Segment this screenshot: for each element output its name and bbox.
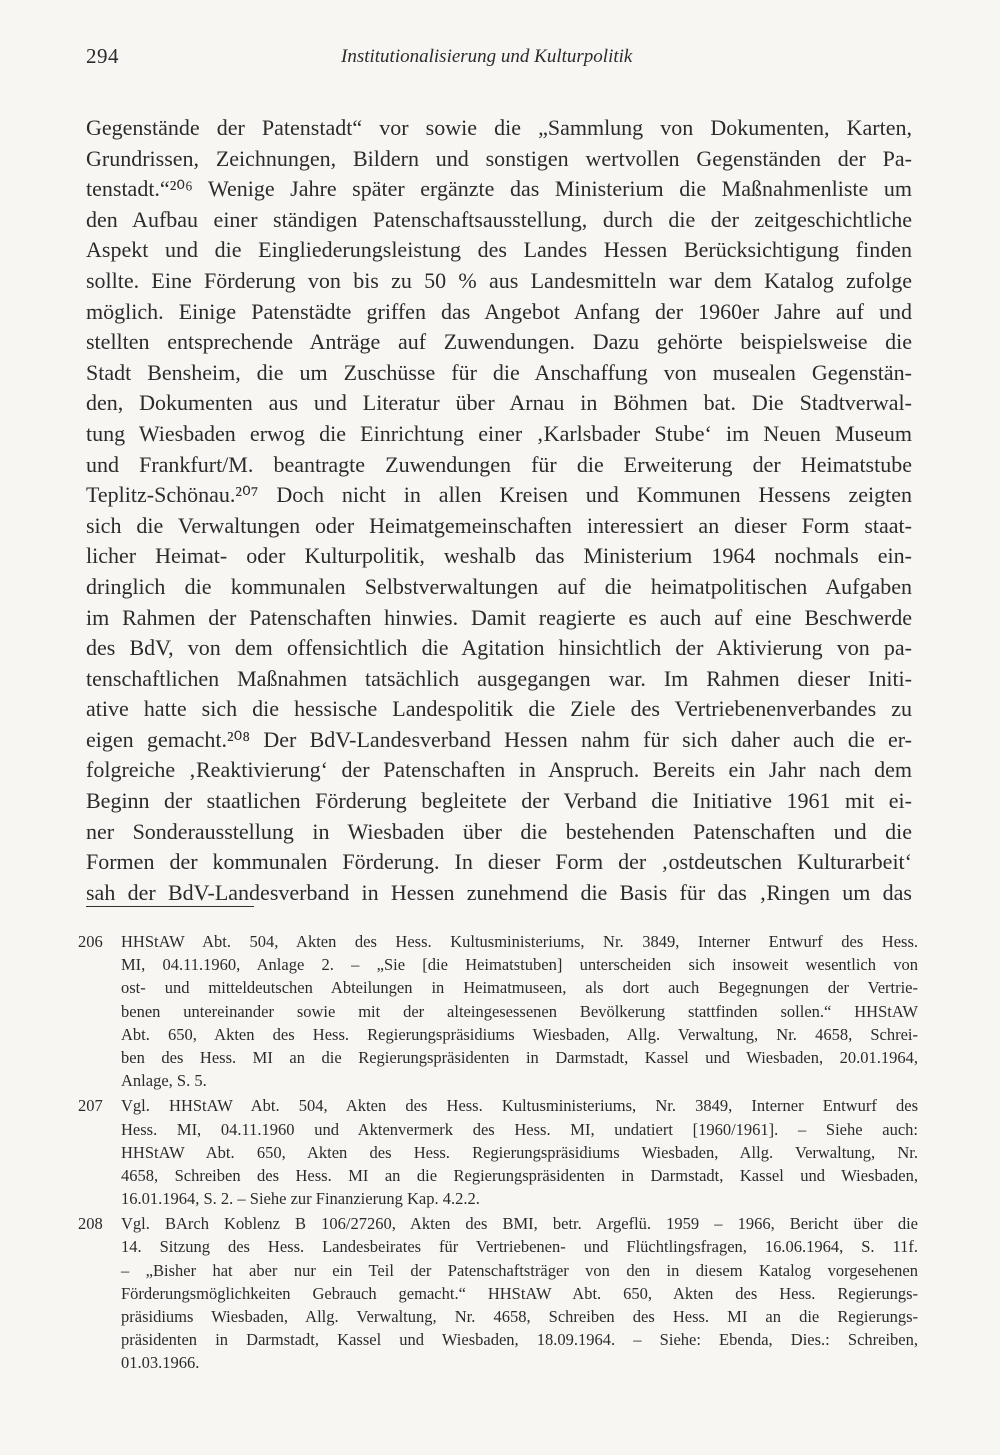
footnote-line: präsidenten in Darmstadt, Kassel und Wiesbaden, 18.09.1964. – Siehe: Ebenda, Dies.: Schreiben, [121,1330,918,1350]
text-line: Grundrissen, Zeichnungen, Bildern und sonstigen wertvollen Gegenständen der Pa- [86,145,912,171]
footnote-line: Hess. MI, 04.11.1960 und Aktenvermerk des Hess. MI, undatiert [1960/1961]. – Siehe auch: [121,1119,918,1139]
footnote-body [121,1094,918,1210]
footnote [78,1094,928,1210]
text-line: sich die Verwaltungen oder Heimatgemeinschaften interessiert an dieser Form staat- [86,512,912,538]
footnote-line: Abt. 650, Akten des Hess. Regierungspräsidiums Wiesbaden, Allg. Verwaltung, Nr. 4658, Schrei- [121,1024,918,1044]
main-text [86,113,912,908]
footnote-line: 01.03.1966. [121,1353,200,1373]
text-line: und Frankfurt/M. beantragte Zuwendungen für die Erweiterung der Heimatstube [86,451,912,477]
footnote-separator [86,906,254,907]
footnote-line: 16.01.1964, S. 2. – Siehe zur Finanzierung Kap. 4.2.2. [121,1189,480,1209]
footnote-number: 207 [78,1096,103,1116]
footnote-number: 208 [78,1214,103,1234]
text-line: eigen gemacht.²⁰⁸ Der BdV-Landesverband Hessen nahm für sich daher auch die er- [86,726,912,752]
footnote-number: 206 [78,932,103,951]
text-line: stellten entsprechende Anträge auf Zuwendungen. Dazu gehörte beispielsweise die [86,329,912,355]
footnote-line: ost- und mitteldeutschen Abteilungen in Heimatmuseen, als dort auch Begegnungen der Vertrie- [121,978,918,998]
text-line: ner Sonderausstellung in Wiesbaden über die bestehenden Patenschaften und die [86,818,912,844]
text-line: ative hatte sich die hessische Landespolitik die Ziele des Vertriebenenverbandes zu [86,696,912,722]
text-line: dringlich die kommunalen Selbstverwaltungen auf die heimatpolitischen Aufgaben [86,573,912,599]
page-header [86,44,916,74]
text-line: Beginn der staatlichen Förderung begleitete der Verband die Initiative 1961 mit ei- [86,788,912,814]
running-title: Institutionalisierung und Kulturpolitik [341,46,633,67]
text-line: sollte. Eine Förderung von bis zu 50 % aus Landesmitteln war dem Katalog zufolge [86,267,912,293]
footnote-line: 4658, Schreiben des Hess. MI an die Regierungspräsidenten in Darmstadt, Kassel und Wiesbaden, [121,1165,918,1185]
footnote-line: MI, 04.11.1960, Anlage 2. – „Sie [die Heimatstuben] unterscheiden sich insoweit wesentlich von [121,955,918,975]
footnote-body [121,1212,918,1374]
footnote [78,930,928,1092]
footnote-line: Förderungsmöglichkeiten Gebrauch gemacht.“ HHStAW Abt. 650, Akten des Hess. Regierungs- [121,1283,918,1303]
footnote-line: benen untereinander sowie mit der alteingesessenen Bevölkerung stattfinden sollen.“ HHStAW [121,1001,918,1021]
footnote-line: 14. Sitzung des Hess. Landesbeirates für Vertriebenen- und Flüchtlingsfragen, 16.06.1964, S. 11f. [121,1237,918,1257]
footnote [78,1212,928,1374]
footnote-line: Vgl. HHStAW Abt. 504, Akten des Hess. Kultusministeriums, Nr. 3849, Interner Entwurf des [121,1096,918,1116]
text-line: tenstadt.“²⁰⁶ Wenige Jahre später ergänzte das Ministerium die Maßnahmenliste um [86,176,912,202]
text-line: folgreiche ‚Reaktivierung‘ der Patenschaften in Anspruch. Bereits ein Jahr nach dem [86,757,912,783]
text-line: Aspekt und die Eingliederungsleistung des Landes Hessen Berücksichtigung finden [86,237,912,263]
footnote-line: präsidiums Wiesbaden, Allg. Verwaltung, Nr. 4658, Schreiben des Hess. MI an die Regierungs- [121,1307,918,1326]
text-line: Gegenstände der Patenstadt“ vor sowie die „Sammlung von Dokumenten, Karten, [86,115,912,140]
text-line: den, Dokumenten aus und Literatur über Arnau in Böhmen bat. Die Stadtverwal- [86,390,912,416]
text-line: des BdV, von dem offensichtlich die Agitation hinsichtlich der Aktivierung von pa- [86,635,912,661]
footnote-line: HHStAW Abt. 504, Akten des Hess. Kultusministeriums, Nr. 3849, Interner Entwurf des Hess. [121,932,918,951]
text-line: möglich. Einige Patenstädte griffen das Angebot Anfang der 1960er Jahre auf und [86,298,912,324]
text-line: Formen der kommunalen Förderung. In dieser Form der ‚ostdeutschen Kulturarbeit‘ [86,849,912,875]
text-line: Stadt Bensheim, die um Zuschüsse für die Anschaffung von musealen Gegenstän- [86,359,912,385]
footnote-body [121,930,918,1092]
footnote-line: – „Bisher hat aber nur ein Teil der Patenschaftsträger von den in diesem Katalog vorgesehenen [121,1260,918,1280]
footnote-line: ben des Hess. MI an die Regierungspräsidenten in Darmstadt, Kassel und Wiesbaden, 20.01.1964, [121,1047,918,1067]
footnote-line: Anlage, S. 5. [121,1071,207,1091]
page-number: 294 [86,44,119,68]
text-line: den Aufbau einer ständigen Patenschaftsausstellung, durch die der zeitgeschichtliche [86,206,912,232]
footnotes [78,930,928,1377]
text-line: tenschaftlichen Maßnahmen tatsächlich ausgegangen war. Im Rahmen dieser Initi- [86,665,912,691]
text-line: licher Heimat- oder Kulturpolitik, weshalb das Ministerium 1964 nochmals ein- [86,543,912,569]
text-line: tung Wiesbaden erwog die Einrichtung einer ‚Karlsbader Stube‘ im Neuen Museum [86,420,912,446]
text-line: sah der BdV-Landesverband in Hessen zunehmend die Basis für das ‚Ringen um das [86,879,912,905]
text-line: im Rahmen der Patenschaften hinwies. Damit reagierte es auch auf eine Beschwerde [86,604,912,630]
footnote-line: HHStAW Abt. 650, Akten des Hess. Regierungspräsidiums Wiesbaden, Allg. Verwaltung, Nr. [121,1142,918,1162]
text-line: Teplitz-Schönau.²⁰⁷ Doch nicht in allen Kreisen und Kommunen Hessens zeigten [86,482,912,508]
footnote-line: Vgl. BArch Koblenz B 106/27260, Akten des BMI, betr. Argeflü. 1959 – 1966, Bericht über die [121,1214,918,1234]
